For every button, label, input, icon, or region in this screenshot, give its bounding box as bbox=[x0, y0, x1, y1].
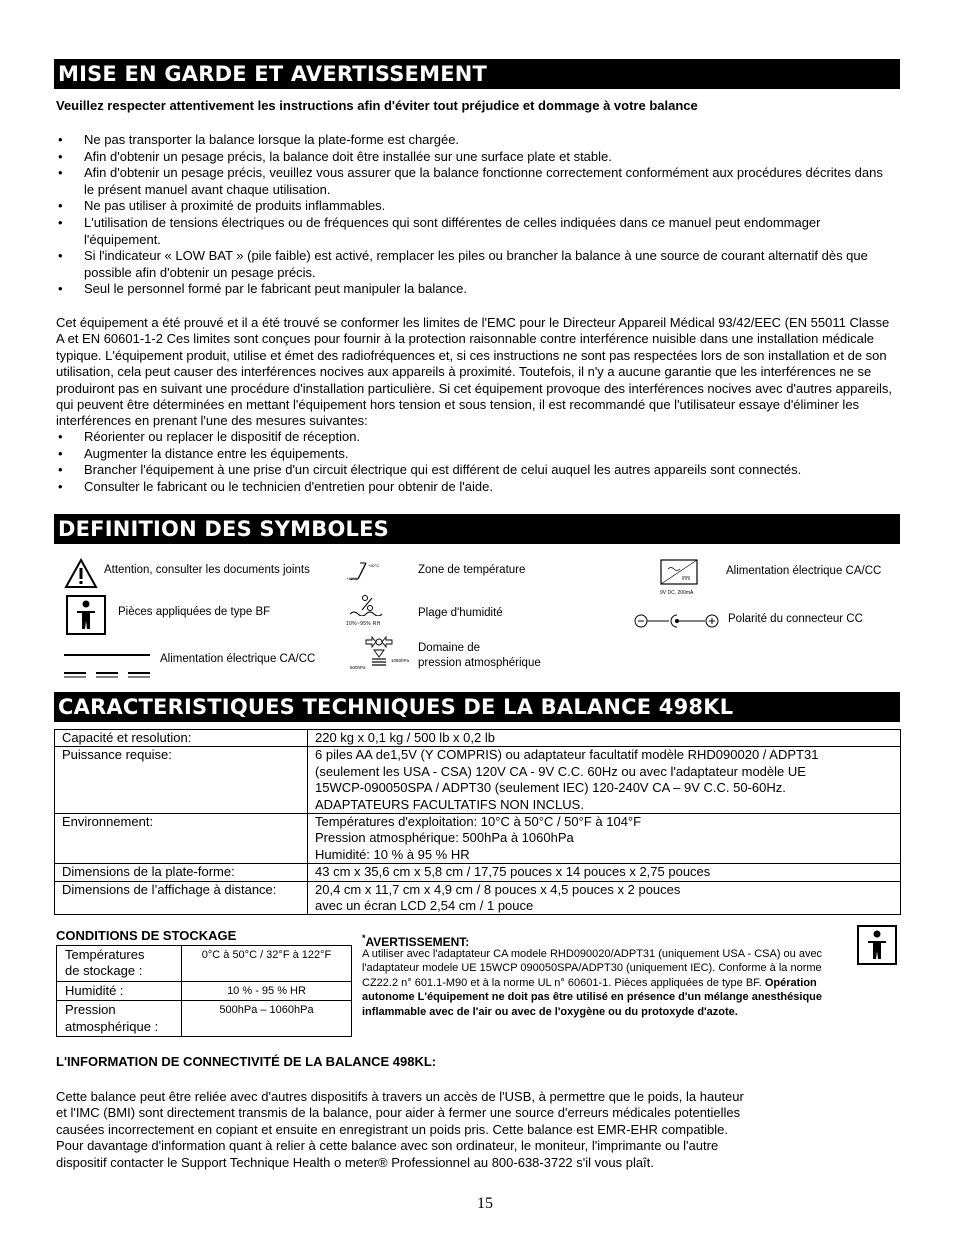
symbol-label-temperature: Zone de température bbox=[418, 564, 526, 576]
temperature-low-label: +10°C bbox=[346, 576, 358, 581]
section-title-warnings: MISE EN GARDE ET AVERTISSEMENT bbox=[54, 59, 900, 89]
page-number: 15 bbox=[477, 1195, 493, 1212]
warning-triangle-icon bbox=[64, 558, 98, 589]
table-row bbox=[57, 1001, 352, 1037]
pressure-low-label: 500hPa bbox=[350, 665, 366, 670]
spec-value: 43 cm x 35,6 cm x 5,8 cm / 17,75 pouces x 14 pouces x 2,75 pouces bbox=[308, 864, 901, 881]
table-row bbox=[55, 881, 901, 915]
atmospheric-pressure-icon bbox=[364, 634, 394, 668]
list-item: • Augmenter la distance entre les équipements. bbox=[56, 446, 896, 463]
symbol-label-pressure-line2: pression atmosphérique bbox=[418, 657, 541, 669]
spec-value: 20,4 cm x 11,7 cm x 4,9 cm / 8 pouces x 4,5 pouces x 2 pouces avec un écran LCD 2,54 cm / 1 pouce bbox=[308, 881, 901, 915]
spec-label: Environnement: bbox=[55, 814, 308, 864]
storage-value: 500hPa – 1060hPa bbox=[182, 1001, 352, 1037]
storage-label: Pression atmosphérique : bbox=[57, 1001, 182, 1037]
symbol-label-attention: Attention, consulter les documents joints bbox=[104, 564, 310, 576]
storage-label: Températures de stockage : bbox=[57, 946, 182, 982]
storage-table bbox=[56, 945, 352, 1037]
warnings-subtitle: Veuillez respecter attentivement les instructions afin d'éviter tout préjudice et dommage à votre balance bbox=[56, 98, 698, 113]
list-item: • Brancher l'équipement à une prise d'un circuit électrique qui est différent de celui auquel les autres appareils sont connectés. bbox=[56, 462, 896, 479]
table-row bbox=[57, 946, 352, 982]
symbol-label-humidity: Plage d'humidité bbox=[418, 607, 503, 619]
table-row bbox=[55, 747, 901, 814]
list-item: • Afin d'obtenir un pesage précis, veuillez vous assurer que la balance fonctionne correctement conformément aux procédures décrites dans le présent manuel avant chaque utilisation. bbox=[56, 165, 896, 198]
spec-label: Puissance requise: bbox=[55, 747, 308, 814]
list-item: • Réorienter ou replacer le dispositif de réception. bbox=[56, 429, 896, 446]
symbol-label-acdc-right: Alimentation électrique CA/CC bbox=[726, 565, 882, 577]
emc-paragraph: Cet équipement a été prouvé et il a été trouvé se conformer les limites de l'EMC pour le Directeur Appareil Médical 93/42/EEC (EN 55011 Classe A et EN 60601-1-2 Ces limites sont conçues pour fournir à la protection raisonnable contre interférence nuisible dans une installation médicale typique. L'équipement produit, utilise et émet des radiofréquences et, si ces instructions ne sont pas respectées lors de son installation et de son utilisation, cela peut causer des interférences nocives aux appareils à proximité. Toutefois, il n'y a aucune garantie que les interférences ne se produiront pas en suivant une procédure d'installation particulière. Si cet équipement provoque des interférences nocives avec d'autres appareils, qui peuvent être déterminées en mettant l'équipement hors tension et sous tension, il est recommandé que l'utilisateur essaye d'éliminer les interférences en prenant l'une des mesures suivantes: bbox=[56, 315, 893, 429]
section-title-specifications: CARACTERISTIQUES TECHNIQUES DE LA BALANCE 498KL bbox=[54, 692, 900, 722]
spec-label: Capacité et resolution: bbox=[55, 730, 308, 747]
connectivity-title: L'INFORMATION DE CONNECTIVITÉ DE LA BALANCE 498KL: bbox=[56, 1054, 437, 1069]
spec-value: Températures d'exploitation: 10°C à 50°C / 50°F à 104°F Pression atmosphérique: 500hPa à 1060hPa Humidité: 10 % à 95 % HR bbox=[308, 814, 901, 864]
adapter-spec-label: 9V DC, 200mA bbox=[660, 590, 694, 596]
list-item: • Ne pas transporter la balance lorsque la plate-forme est chargée. bbox=[56, 132, 896, 149]
storage-title: CONDITIONS DE STOCKAGE bbox=[56, 928, 237, 943]
pressure-high-label: 1060hPa bbox=[391, 658, 410, 663]
connectivity-paragraph: Cette balance peut être reliée avec d'autres dispositifs à travers un accès de l'USB, à permettre que le poids, la hauteur et l'IMC (BMI) sont directement transmis de la balance, pour aider à fermer une source d'erreurs médicales potentielles causées incorrectement en copiant et ensuite en enregistrant un poids pris. Cette balance est EMR-EHR compatible. Pour davantage d'information quant à relier à cette balance avec son ordinateur, le moniteur, l'imprimante ou l'autre dispositif contacter le Support Technique Health o meter® Professionnel au 800-638-3722 s'il vous plaît. bbox=[56, 1089, 744, 1170]
spec-label: Dimensions de l’affichage à distance: bbox=[55, 881, 308, 915]
table-row bbox=[55, 814, 901, 864]
humidity-icon bbox=[348, 594, 386, 616]
symbol-label-pressure-line1: Domaine de bbox=[418, 642, 481, 654]
power-adapter-icon bbox=[660, 559, 702, 587]
emc-measures-list bbox=[56, 429, 896, 495]
table-row bbox=[55, 864, 901, 881]
symbol-label-bf: Pièces appliquées de type BF bbox=[118, 606, 271, 618]
humidity-range-label: 10%~95% RH bbox=[346, 621, 381, 627]
table-row bbox=[57, 981, 352, 1000]
list-item: • Si l'indicateur « LOW BAT » (pile faible) est activé, remplacer les piles ou brancher la balance à une source de courant alternatif dès que possible afin d'obtenir un pesage précis. bbox=[56, 248, 896, 281]
temperature-high-label: +50°C bbox=[368, 563, 380, 568]
type-bf-icon bbox=[66, 595, 106, 635]
storage-value: 0°C à 50°C / 32°F à 122°F bbox=[182, 946, 352, 982]
warning-title-text: AVERTISSEMENT: bbox=[365, 935, 470, 949]
table-row bbox=[55, 730, 901, 747]
warning-text: A utiliser avec l'adaptateur CA modele RHD090020/ADPT31 (uniquement USA - CSA) ou avec l'adaptateur modele UE 15WCP 090050SPA/ADPT30 (uniquement IEC). Conforme à la norme CZ22.2 n° 601.1-M90 et à la norme UL n° 60601-1. Pièces appliquées de type BF. Opération autonome L'équipement ne doit pas être utilisé en présence d'un mélange anesthésique inflammable avec de l'air ou avec de l'oxygène ou du protoxyde d'azote. bbox=[362, 948, 823, 1018]
symbol-label-polarity: Polarité du connecteur CC bbox=[728, 613, 863, 625]
type-bf-icon bbox=[857, 925, 897, 965]
list-item: • Ne pas utiliser à proximité de produits inflammables. bbox=[56, 198, 896, 215]
spec-value: 220 kg x 0,1 kg / 500 lb x 0,2 lb bbox=[308, 730, 901, 747]
storage-label: Humidité : bbox=[57, 981, 182, 1000]
specifications-table bbox=[54, 729, 901, 915]
warning-asterisk: * bbox=[362, 933, 366, 943]
dc-polarity-icon bbox=[633, 612, 721, 630]
ac-dc-icon bbox=[64, 650, 150, 680]
symbol-label-acdc: Alimentation électrique CA/CC bbox=[160, 653, 316, 665]
list-item: • Consulter le fabricant ou le technicien d'entretien pour obtenir de l'aide. bbox=[56, 479, 896, 496]
warnings-list bbox=[56, 132, 896, 298]
list-item: • L'utilisation de tensions électriques ou de fréquences qui sont différentes de celles indiquées dans ce manuel peut endommager l'équipement. bbox=[56, 215, 896, 248]
section-title-symbols: DEFINITION DES SYMBOLES bbox=[54, 514, 900, 544]
list-item: • Afin d'obtenir un pesage précis, la balance doit être installée sur une surface plate et stable. bbox=[56, 149, 896, 166]
spec-value: 6 piles AA de1,5V (Y COMPRIS) ou adaptateur facultatif modèle RHD090020 / ADPT31 (seulement les USA - CSA) 120V CA - 9V C.C. 60Hz ou avec l'adaptateur modèle UE 15WCP-090050SPA / ADPT30 (seulement IEC) 120-240V CA – 9V C.C. 50-60Hz. ADAPTATEURS FACULTATIFS NON INCLUS. bbox=[308, 747, 901, 814]
list-item: • Seul le personnel formé par le fabricant peut manipuler la balance. bbox=[56, 281, 896, 298]
spec-label: Dimensions de la plate-forme: bbox=[55, 864, 308, 881]
storage-value: 10 % - 95 % HR bbox=[182, 981, 352, 1000]
